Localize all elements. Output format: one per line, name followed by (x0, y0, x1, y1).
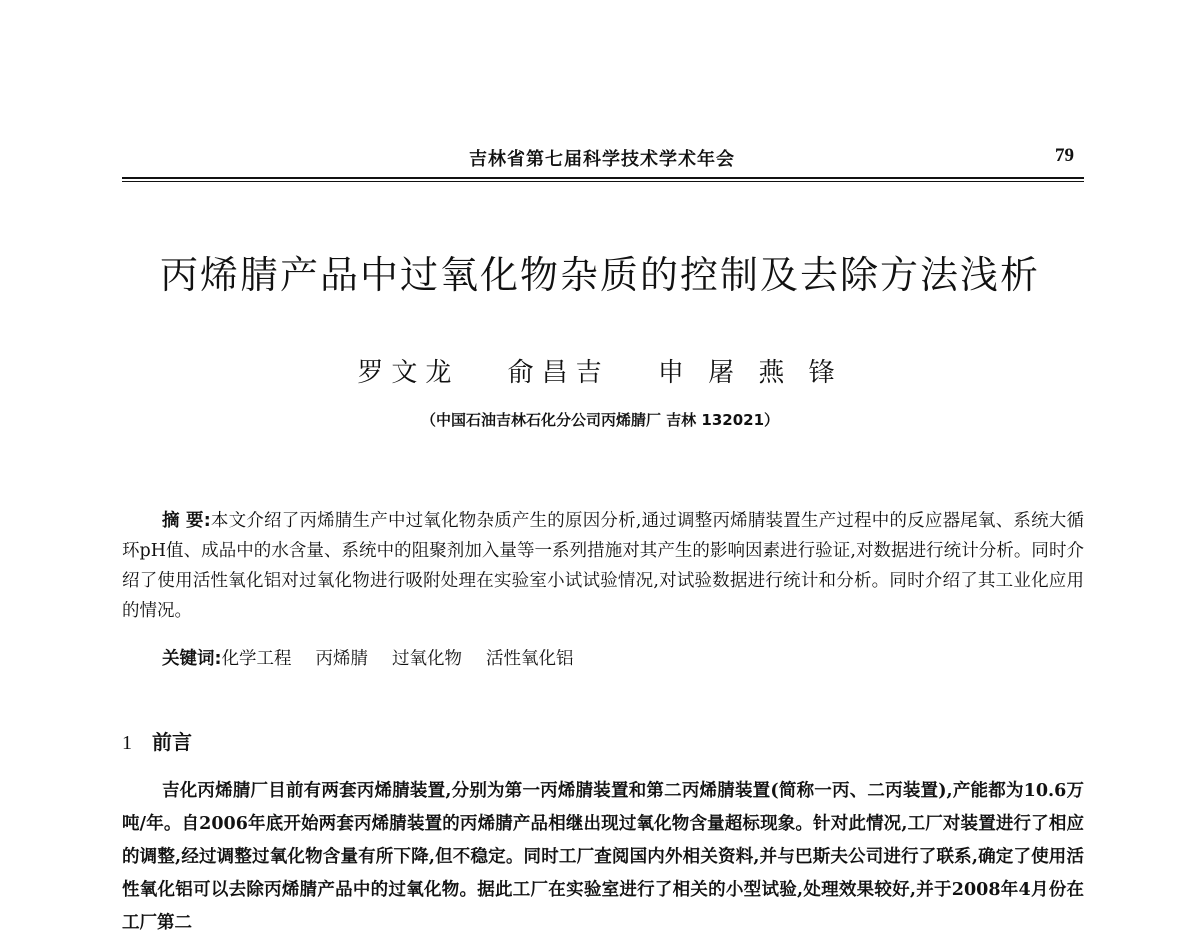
author: 俞昌吉 (507, 358, 610, 388)
keyword: 过氧化物 (392, 649, 462, 669)
keywords (162, 645, 598, 670)
header-rule-thin (122, 181, 1084, 182)
running-header (122, 145, 1082, 175)
keyword: 丙烯腈 (315, 649, 368, 669)
section-heading (122, 726, 192, 755)
paper-title: 丙烯腈产品中过氧化物杂质的控制及去除方法浅析 (159, 253, 1040, 297)
body-paragraph: 吉化丙烯腈厂目前有两套丙烯腈装置,分别为第一丙烯腈装置和第二丙烯腈装置(简称一丙、二丙装置),产能都为10.6万吨/年。自2006年底开始两套丙烯腈装置的丙烯腈产品相继出现过氧化物含量超标现象。针对此情况,工厂对装置进行了相应的调整,经过调整过氧化物含量有所下降,但不稳定。同时工厂查阅国内外相关资料,并与巴斯夫公司进行了联系,确定了使用活性氧化铝可以去除丙烯腈产品中的过氧化物。据此工厂在实验室进行了相关的小型试验,处理效果较好,并于2008年4月份在工厂第二 (122, 781, 1084, 933)
author: 罗文龙 (357, 358, 460, 388)
abstract-text: 本文介绍了丙烯腈生产中过氧化物杂质产生的原因分析,通过调整丙烯腈装置生产过程中的反应器尾氧、系统大循环pH值、成品中的水含量、系统中的阻聚剂加入量等一系列措施对其产生的影响因素进行验证,对数据进行统计分析。同时介绍了使用活性氧化铝对过氧化物进行吸附处理在实验室小试试验情况,对试验数据进行统计和分析。同时介绍了其工业化应用的情况。 (122, 511, 1085, 621)
keyword: 化学工程 (221, 649, 292, 669)
section-number: 1 (122, 732, 132, 754)
page-number: 79 (1055, 145, 1074, 166)
section-title: 前言 (152, 730, 192, 754)
keywords-label: 关键词: (162, 649, 222, 669)
header-rule-thick (122, 177, 1084, 179)
keyword: 活性氧化铝 (486, 649, 574, 669)
abstract (122, 506, 1084, 626)
journal-title: 吉林省第七届科学技术学术年会 (469, 149, 735, 170)
affiliation: （中国石油吉林石化分公司丙烯腈厂 吉林 132021） (420, 411, 780, 429)
abstract-label: 摘 要: (162, 511, 211, 531)
author: 申 屠 燕 锋 (657, 358, 843, 388)
author-list (0, 352, 1200, 389)
